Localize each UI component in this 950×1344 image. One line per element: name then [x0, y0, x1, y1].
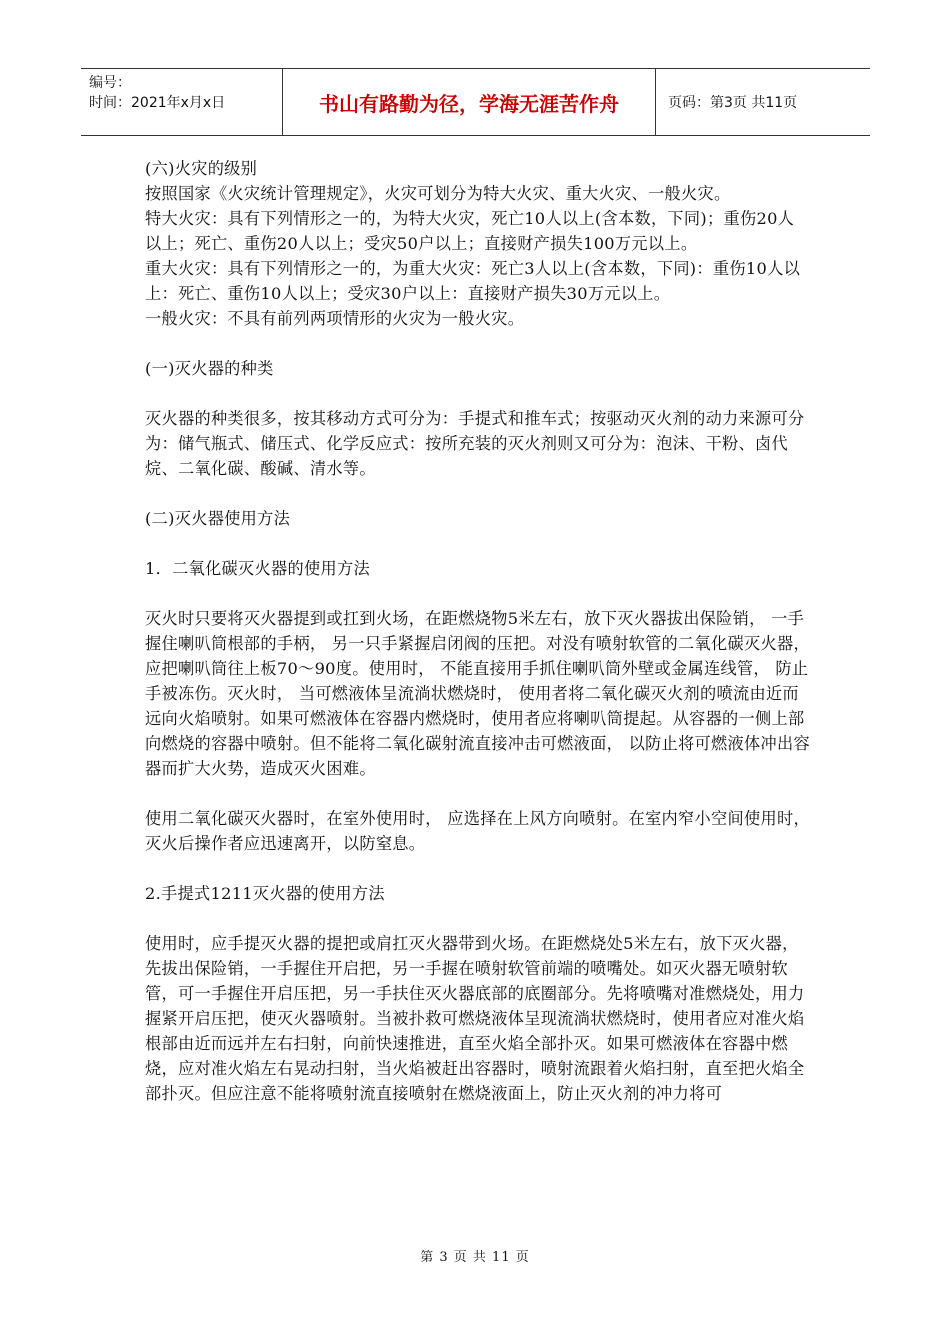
- section-heading: (一)灭火器的种类: [145, 359, 274, 378]
- document-body: [145, 156, 810, 1106]
- paragraph: 使用时，应手提灭火器的提把或肩扛灭火器带到火场。在距燃烧处5米左右，放下灭火器，先拔出保险销，一手握住开启把，另一手握在喷射软管前端的喷嘴处。如灭火器无喷射软管，可一手握住开启压把，另一手扶住灭火器底部的底圈部分。先将喷嘴对准燃烧处，用力握紧开启压把，使灭火器喷射。当被扑救可燃烧液体呈现流淌状燃烧时，使用者应对准火焰根部由近而远并左右扫射，向前快速推进，直至火焰全部扑灭。如果可燃液体在容器中燃烧，应对准火焰左右晃动扫射，当火焰被赶出容器时，喷射流跟着火焰扫射，直至把火焰全部扑灭。但应注意不能将喷射流直接喷射在燃烧液面上，防止灭火剂的冲力将可: [145, 934, 805, 1103]
- page-header: [81, 68, 870, 136]
- paragraph: 特大火灾：具有下列情形之一的，为特大火灾，死亡10人以上(含本数，下同)；重伤20人以上；死亡、重伤20人以上；受灾50户以上；直接财产损失100万元以上。: [145, 209, 795, 253]
- subsection-heading: 1．二氧化碳灭火器的使用方法: [145, 559, 370, 578]
- paragraph: 重大火灾：具有下列情形之一的，为重大火灾：死亡3人以上(含本数，下同)：重伤10人以上：死亡、重伤10人以上；受灾30户以上：直接财产损失30万元以上。: [145, 259, 801, 303]
- section-heading: (六)火灾的级别: [145, 159, 258, 178]
- paragraph: 使用二氧化碳灭火器时，在室外使用时， 应选择在上风方向喷射。在室内窄小空间使用时， 灭火后操作者应迅速离开，以防窒息。: [145, 809, 810, 853]
- header-meta: [81, 69, 283, 135]
- paragraph: 按照国家《火灾统计管理规定》，火灾可划分为特大火灾、重大火灾、一般火灾。: [145, 184, 731, 203]
- paragraph: 一般火灾：不具有前列两项情形的火灾为一般火灾。: [145, 309, 525, 328]
- number-label: 编号：: [89, 75, 131, 91]
- header-motto: 书山有路勤为径，学海无涯苦作舟: [283, 69, 656, 135]
- paragraph: 灭火器的种类很多，按其移动方式可分为：手提式和推车式；按驱动灭火剂的动力来源可分为：储气瓶式、储压式、化学反应式：按所充装的灭火剂则又可分为：泡沫、干粉、卤代烷、二氧化碳、酸碱、清水等。: [145, 409, 805, 478]
- subsection-heading: 2.手提式1211灭火器的使用方法: [145, 884, 385, 903]
- page-footer: 第 3 页 共 11 页: [420, 1250, 530, 1265]
- paragraph: 灭火时只要将灭火器提到或扛到火场，在距燃烧物5米左右，放下灭火器拔出保险销， 一手握住喇叭筒根部的手柄， 另一只手紧握启闭阀的压把。对没有喷射软管的二氧化碳灭火器， 应把喇叭筒往上板70～90度。使用时， 不能直接用手抓住喇叭筒外壁或金属连线管， 防止手被冻伤。灭火时， 当可燃液体呈流淌状燃烧时， 使用者将二氧化碳灭火剂的喷流由近而远向火焰喷射。如果可燃液体在容器内燃烧时，使用者应将喇叭筒提起。从容器的一侧上部向燃烧的容器中喷射。但不能将二氧化碳射流直接冲击可燃液面， 以防止将可燃液体冲出容器而扩大火势，造成灭火困难。: [145, 609, 810, 778]
- section-heading: (二)灭火器使用方法: [145, 509, 291, 528]
- header-page-label: 页码：第3页 共11页: [668, 95, 798, 111]
- date-label: 时间：2021年x月x日: [89, 95, 226, 111]
